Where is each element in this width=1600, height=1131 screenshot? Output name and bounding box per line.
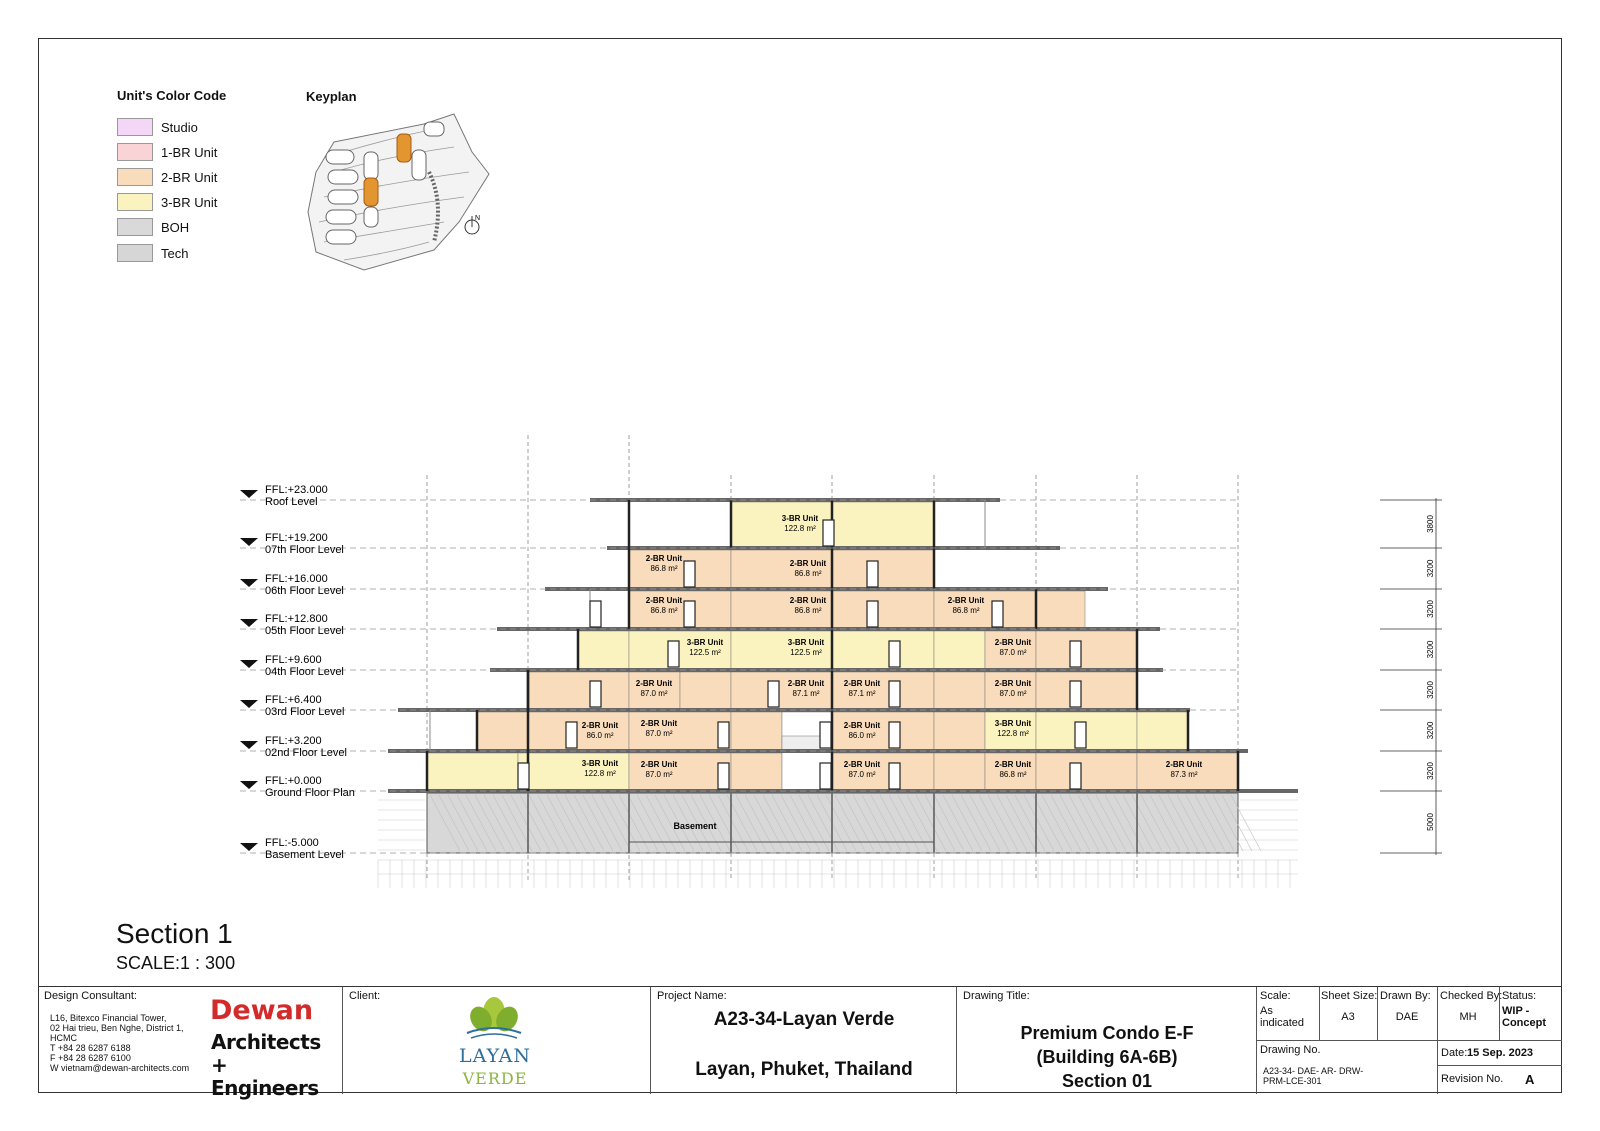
door [992, 601, 1003, 627]
dimension-label: 3200 [1426, 721, 1435, 740]
level-ffl: FFL:+23.000 [265, 484, 328, 496]
unit-area: 86.0 m² [586, 731, 614, 740]
unit-label: 2-BR Unit [581, 721, 619, 730]
unit-block [934, 672, 985, 710]
design-consultant-caption: Design Consultant: [44, 990, 137, 1002]
section-title: Section 1 [116, 918, 233, 949]
door [718, 763, 729, 789]
unit-area: 122.8 m² [997, 729, 1029, 738]
unit-area: 122.5 m² [689, 648, 721, 657]
unit-area: 87.1 m² [848, 689, 876, 698]
level-ffl: FFL:+3.200 [265, 735, 322, 747]
unit-area: 122.8 m² [784, 524, 816, 533]
client-caption: Client: [349, 990, 381, 1002]
unit-block [934, 631, 985, 670]
level-marker [240, 538, 258, 546]
level-marker [240, 741, 258, 749]
door [566, 722, 577, 748]
unit-area: 122.8 m² [584, 769, 616, 778]
level-name: 05th Floor Level [265, 625, 344, 637]
keyplan-title: Keyplan [306, 89, 357, 104]
unit-block [528, 672, 629, 710]
door [1070, 641, 1081, 667]
client-logo-line1: LAYAN [459, 1045, 531, 1067]
door [1075, 722, 1086, 748]
legend-label: 1-BR Unit [161, 144, 218, 160]
dimension-label: 5000 [1426, 813, 1435, 831]
unit-block [1036, 672, 1137, 710]
drawing-no-value: A23-34- DAE- AR- DRW- PRM-LCE-301 [1263, 1066, 1364, 1086]
client-logo-line2: VERDE [462, 1069, 528, 1088]
level-marker [240, 660, 258, 668]
unit-block [832, 502, 934, 548]
level-marker [240, 781, 258, 789]
dimension-label: 3200 [1426, 640, 1435, 659]
unit-area: 86.0 m² [848, 731, 876, 740]
unit-block [1036, 631, 1137, 670]
level-ffl: FFL:+6.400 [265, 694, 322, 706]
sheet-info-cells [1257, 987, 1562, 1094]
unit-label: 2-BR Unit [994, 760, 1032, 769]
unit-block [1137, 712, 1188, 751]
dimension-label: 3200 [1426, 559, 1435, 578]
door [768, 681, 779, 707]
legend-label: 3-BR Unit [161, 194, 218, 210]
unit-area: 87.0 m² [640, 689, 668, 698]
unit-block [578, 631, 629, 670]
unit-area: 86.8 m² [650, 606, 678, 615]
project-cell [651, 987, 957, 1094]
checked-by-value: MH [1459, 1011, 1477, 1023]
level-name: 07th Floor Level [265, 544, 344, 556]
door [1070, 681, 1081, 707]
door [823, 520, 834, 546]
scale-value: As indicated [1260, 1005, 1305, 1029]
status-caption: Status: [1502, 990, 1537, 1002]
unit-block [1036, 753, 1137, 791]
keyplan-north-label: N [475, 215, 481, 222]
unit-block [934, 712, 985, 751]
title-block [38, 986, 1562, 1100]
unit-area: 87.1 m² [792, 689, 820, 698]
unit-area: 86.8 m² [952, 606, 980, 615]
door [684, 561, 695, 587]
dimension-label: 3200 [1426, 681, 1435, 699]
unit-block [832, 591, 934, 629]
unit-block [680, 672, 731, 710]
date-value: 15 Sep. 2023 [1467, 1047, 1534, 1059]
unit-label: 2-BR Unit [789, 559, 827, 568]
unit-label: 2-BR Unit [843, 760, 881, 769]
sheet-size-value: A3 [1341, 1011, 1355, 1023]
unit-area: 86.8 m² [794, 606, 822, 615]
floor-slab [388, 749, 1248, 753]
level-name: 02nd Floor Level [265, 747, 347, 759]
level-ffl: FFL:+0.000 [265, 775, 322, 787]
unit-label: 2-BR Unit [994, 679, 1032, 688]
unit-label: 2-BR Unit [787, 679, 825, 688]
door [684, 601, 695, 627]
unit-area: 87.3 m² [1170, 770, 1198, 779]
door [889, 722, 900, 748]
unit-block [832, 712, 934, 751]
unit-block [427, 753, 518, 791]
unit-block [629, 712, 731, 751]
unit-label: 2-BR Unit [645, 596, 683, 605]
unit-label: 2-BR Unit [640, 760, 678, 769]
unit-block [1036, 591, 1085, 629]
unit-block [731, 753, 782, 791]
unit-label: 3-BR Unit [787, 638, 825, 647]
door [820, 722, 831, 748]
level-marker [240, 700, 258, 708]
unit-block [629, 753, 731, 791]
unit-label: 3-BR Unit [581, 759, 619, 768]
layan-verde-logo-leaf [459, 993, 529, 1041]
status-value: WIP - Concept [1502, 1005, 1546, 1029]
unit-label: 2-BR Unit [843, 721, 881, 730]
sheet-size-caption: Sheet Size: [1321, 990, 1378, 1002]
scale-caption: Scale: [1260, 990, 1291, 1002]
door [889, 681, 900, 707]
unit-label: 2-BR Unit [635, 679, 673, 688]
level-name: Roof Level [265, 496, 318, 508]
unit-block [731, 712, 782, 751]
level-marker [240, 579, 258, 587]
unit-label: 2-BR Unit [640, 719, 678, 728]
legend-label: 2-BR Unit [161, 169, 218, 185]
legend-label: BOH [161, 219, 190, 235]
door [590, 681, 601, 707]
level-name: 04th Floor Level [265, 666, 344, 678]
unit-block [934, 753, 985, 791]
revision-value: A [1525, 1072, 1535, 1087]
unit-label: 2-BR Unit [947, 596, 985, 605]
door [867, 561, 878, 587]
unit-label: 3-BR Unit [686, 638, 724, 647]
unit-block [477, 712, 528, 751]
unit-block [832, 672, 934, 710]
drawing-title-cell [957, 987, 1257, 1094]
unit-block [528, 712, 629, 751]
drawing-title-caption: Drawing Title: [963, 990, 1030, 1002]
level-ffl: FFL:+9.600 [265, 654, 322, 666]
legend-label: Studio [161, 119, 198, 135]
door [820, 763, 831, 789]
door [889, 641, 900, 667]
unit-area: 87.0 m² [645, 770, 673, 779]
level-ffl: FFL:+16.000 [265, 573, 328, 585]
project-caption: Project Name: [657, 990, 727, 1002]
unit-block [832, 753, 934, 791]
drawn-by-caption: Drawn By: [1380, 990, 1431, 1002]
unit-block [832, 550, 934, 589]
unit-area: 122.5 m² [790, 648, 822, 657]
drawing-no-caption: Drawing No. [1260, 1044, 1321, 1056]
dimension-label: 3200 [1426, 600, 1435, 618]
dimension-label: 3200 [1426, 762, 1435, 780]
design-consultant-cell [38, 987, 343, 1100]
drawn-by-value: DAE [1395, 1011, 1419, 1023]
door [718, 722, 729, 748]
door [668, 641, 679, 667]
section-scale: SCALE:1 : 300 [116, 953, 236, 973]
legend-title: Unit's Color Code [117, 88, 227, 103]
project-name: A23-34-Layan Verde [713, 1009, 895, 1030]
level-name: Basement Level [265, 849, 344, 861]
checked-by-caption: Checked By: [1440, 990, 1503, 1002]
level-name: 06th Floor Level [265, 585, 344, 597]
door [590, 601, 601, 627]
unit-label: 2-BR Unit [843, 679, 881, 688]
project-location: Layan, Phuket, Thailand [695, 1059, 913, 1080]
level-name: 03rd Floor Level [265, 706, 345, 718]
level-ffl: FFL:+19.200 [265, 532, 328, 544]
unit-area: 87.0 m² [848, 770, 876, 779]
consultant-address: L16, Bitexco Financial Tower, 02 Hai trieu, Ben Nghe, District 1, HCMC T +84 28 6287 6188 F +84 28 6287 6100 W vietnam@dewan-architects.com [50, 1013, 190, 1073]
drawing-title: Premium Condo E-F (Building 6A-6B) Section 01 [1020, 1023, 1194, 1091]
level-ffl: FFL:-5.000 [265, 837, 319, 849]
level-ffl: FFL:+12.800 [265, 613, 328, 625]
unit-label: 2-BR Unit [1165, 760, 1203, 769]
dewan-logo-subtitle: Architects + Engineers [211, 1030, 321, 1100]
unit-area: 86.8 m² [999, 770, 1027, 779]
unit-block [731, 502, 832, 548]
level-marker [240, 843, 258, 851]
dewan-logo: Dewan [210, 995, 314, 1026]
unit-label: 3-BR Unit [994, 719, 1032, 728]
basement-label: Basement [673, 821, 717, 831]
door [1070, 763, 1081, 789]
unit-area: 86.8 m² [650, 564, 678, 573]
legend-label: Tech [161, 245, 189, 261]
door [889, 763, 900, 789]
unit-label: 2-BR Unit [645, 554, 683, 563]
unit-area: 87.0 m² [999, 648, 1027, 657]
unit-label: 2-BR Unit [789, 596, 827, 605]
level-marker [240, 490, 258, 498]
client-cell [343, 987, 651, 1094]
unit-area: 87.0 m² [999, 689, 1027, 698]
unit-area: 86.8 m² [794, 569, 822, 578]
level-marker [240, 619, 258, 627]
revision-caption: Revision No. [1441, 1073, 1504, 1085]
level-name: Ground Floor Plan [265, 787, 355, 799]
unit-block [832, 631, 934, 670]
dimension-label: 3800 [1426, 515, 1435, 533]
unit-label: 3-BR Unit [781, 514, 819, 523]
door [518, 763, 529, 789]
date-caption: Date: [1441, 1047, 1468, 1059]
unit-area: 87.0 m² [645, 729, 673, 738]
unit-label: 2-BR Unit [994, 638, 1032, 647]
door [867, 601, 878, 627]
